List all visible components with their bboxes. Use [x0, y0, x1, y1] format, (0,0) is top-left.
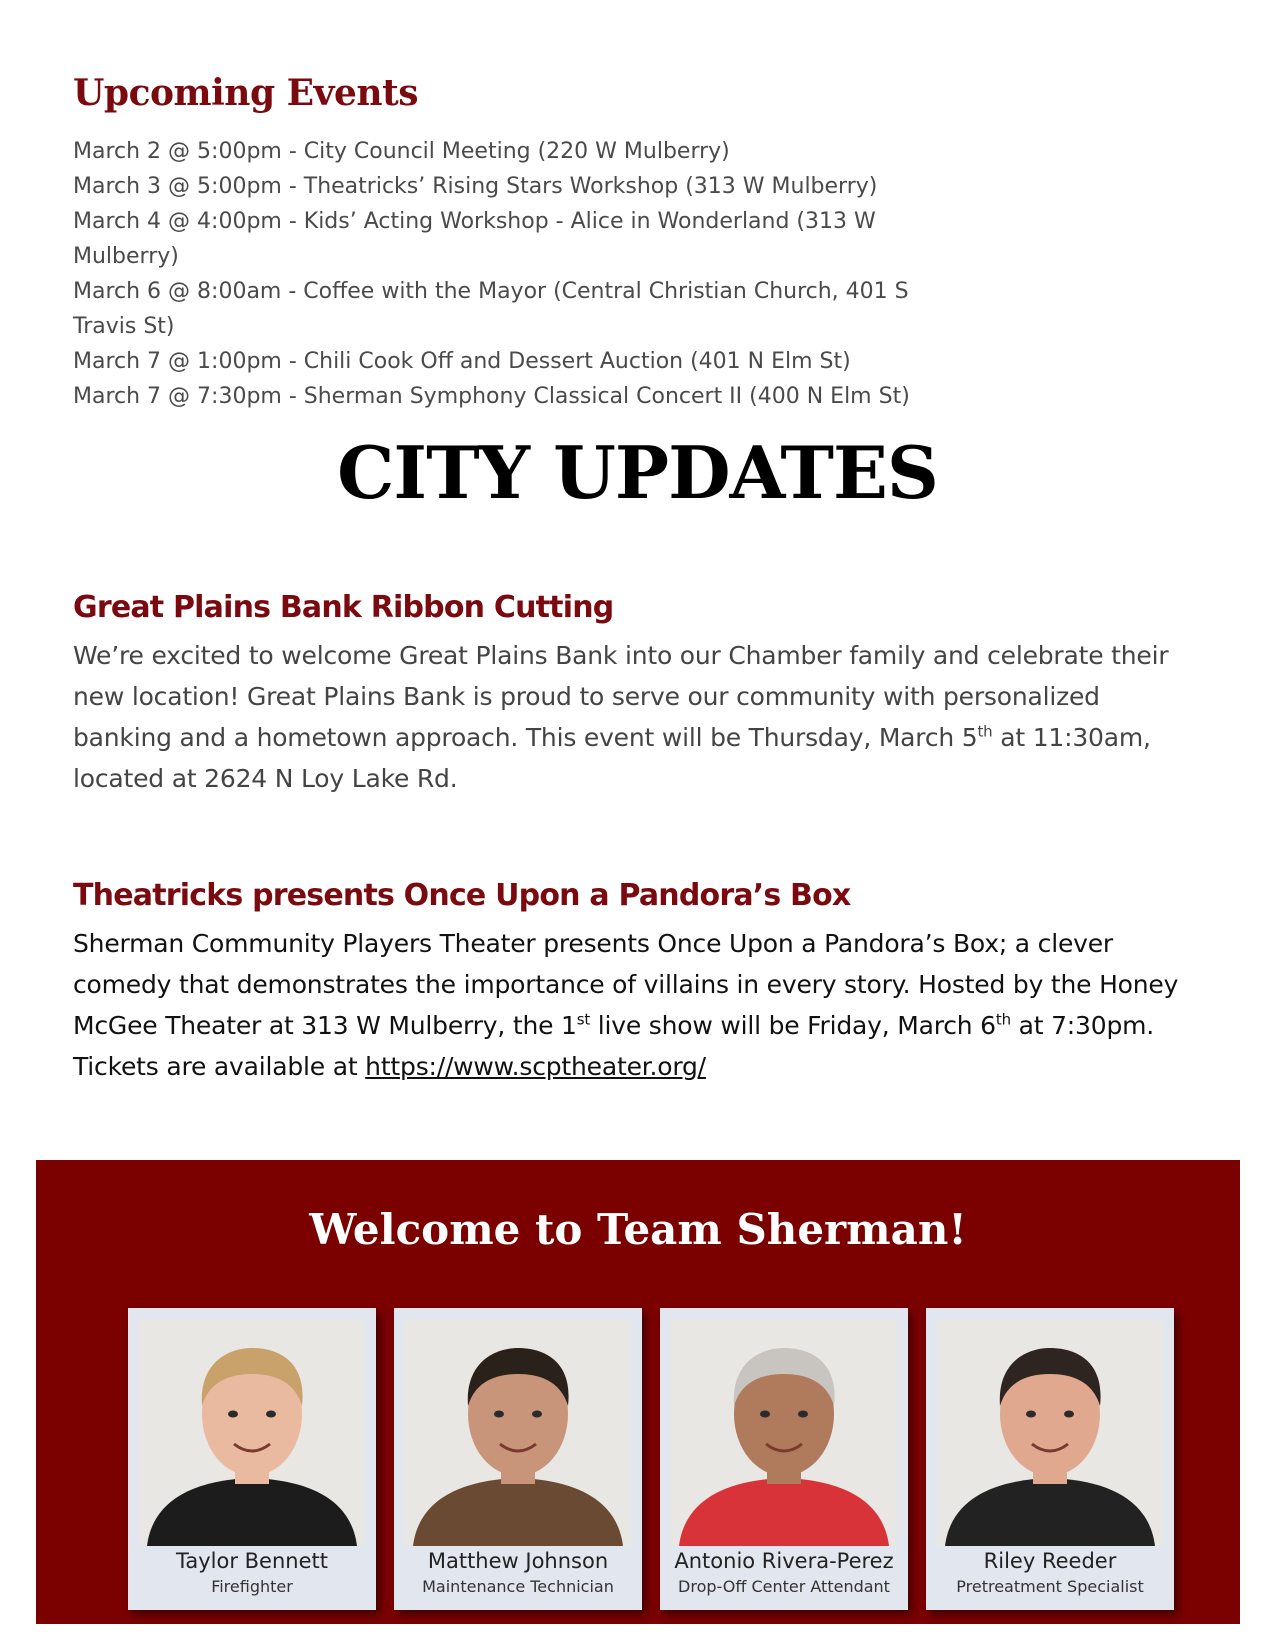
article-body	[73, 635, 1203, 799]
member-card	[926, 1308, 1174, 1610]
event-item: March 3 @ 5:00pm - Theatricks’ Rising Stars Workshop (313 W Mulberry)	[73, 174, 878, 199]
member-photo	[405, 1320, 631, 1546]
member-photo	[671, 1320, 897, 1546]
upcoming-events-heading: Upcoming Events	[73, 72, 418, 114]
ribbon-cutting-article	[73, 590, 1203, 799]
member-role: Drop-Off Center Attendant	[678, 1577, 890, 1596]
portrait-illustration	[139, 1320, 365, 1546]
article-text: We’re excited to welcome Great Plains Bank into our Chamber family and celebrate their new location! Great Plains Bank is proud to serve our community with personalized banking and a hometown approach. This event will be Thursday, March 5	[73, 641, 1169, 752]
team-heading: Welcome to Team Sherman!	[309, 1205, 967, 1254]
theatricks-article	[73, 878, 1203, 1087]
member-card	[394, 1308, 642, 1610]
tickets-link[interactable]: https://www.scptheater.org/	[365, 1052, 706, 1081]
ordinal-suffix: st	[576, 1010, 591, 1029]
eye-shape	[228, 1411, 238, 1418]
ordinal-suffix: th	[977, 722, 993, 741]
member-name: Riley Reeder	[983, 1549, 1117, 1573]
eye-shape	[1064, 1411, 1074, 1418]
article-text: at 11:30am, located at 2624 N Loy Lake Rd.	[73, 723, 1151, 793]
article-body	[73, 923, 1203, 1087]
eye-shape	[266, 1411, 276, 1418]
article-title: Theatricks presents Once Upon a Pandora’s Box	[73, 878, 851, 913]
eye-shape	[1026, 1411, 1036, 1418]
portrait-illustration	[937, 1320, 1163, 1546]
portrait-illustration	[405, 1320, 631, 1546]
eye-shape	[798, 1411, 808, 1418]
member-role: Maintenance Technician	[422, 1577, 614, 1596]
member-name: Matthew Johnson	[427, 1549, 609, 1573]
member-photo	[937, 1320, 1163, 1546]
member-name: Antonio Rivera-Perez	[674, 1549, 894, 1573]
article-text: live show will be Friday, March 6	[590, 1011, 996, 1040]
ordinal-suffix: th	[995, 1010, 1011, 1029]
upcoming-events-section	[73, 72, 1193, 414]
team-sherman-section	[36, 1160, 1240, 1624]
event-item: March 2 @ 5:00pm - City Council Meeting (220 W Mulberry)	[73, 139, 730, 164]
article-title: Great Plains Bank Ribbon Cutting	[73, 590, 614, 625]
event-item: March 7 @ 7:30pm - Sherman Symphony Classical Concert II (400 N Elm St)	[73, 384, 910, 409]
member-role: Firefighter	[211, 1577, 293, 1596]
event-item: March 6 @ 8:00am - Coffee with the Mayor (Central Christian Church, 401 S Travis St)	[73, 279, 909, 339]
member-role: Pretreatment Specialist	[956, 1577, 1144, 1596]
eye-shape	[494, 1411, 504, 1418]
event-item: March 7 @ 1:00pm - Chili Cook Off and Dessert Auction (401 N Elm St)	[73, 349, 851, 374]
article-text: Sherman Community Players Theater presents Once Upon a Pandora’s Box; a clever comedy that demonstrates the importance of villains in every story. Hosted by the Honey McGee Theater at 313 W Mulberry, the 1	[73, 929, 1179, 1040]
member-name: Taylor Bennett	[176, 1549, 328, 1573]
eye-shape	[760, 1411, 770, 1418]
member-card	[128, 1308, 376, 1610]
article-text: at 7:30pm. Tickets are available at	[73, 1011, 1155, 1081]
eye-shape	[532, 1411, 542, 1418]
portrait-illustration	[671, 1320, 897, 1546]
event-list	[73, 134, 1193, 414]
event-item: March 4 @ 4:00pm - Kids’ Acting Workshop - Alice in Wonderland (313 W Mulberry)	[73, 209, 876, 269]
member-photo	[139, 1320, 365, 1546]
member-card	[660, 1308, 908, 1610]
city-updates-title: CITY UPDATES	[337, 430, 938, 515]
